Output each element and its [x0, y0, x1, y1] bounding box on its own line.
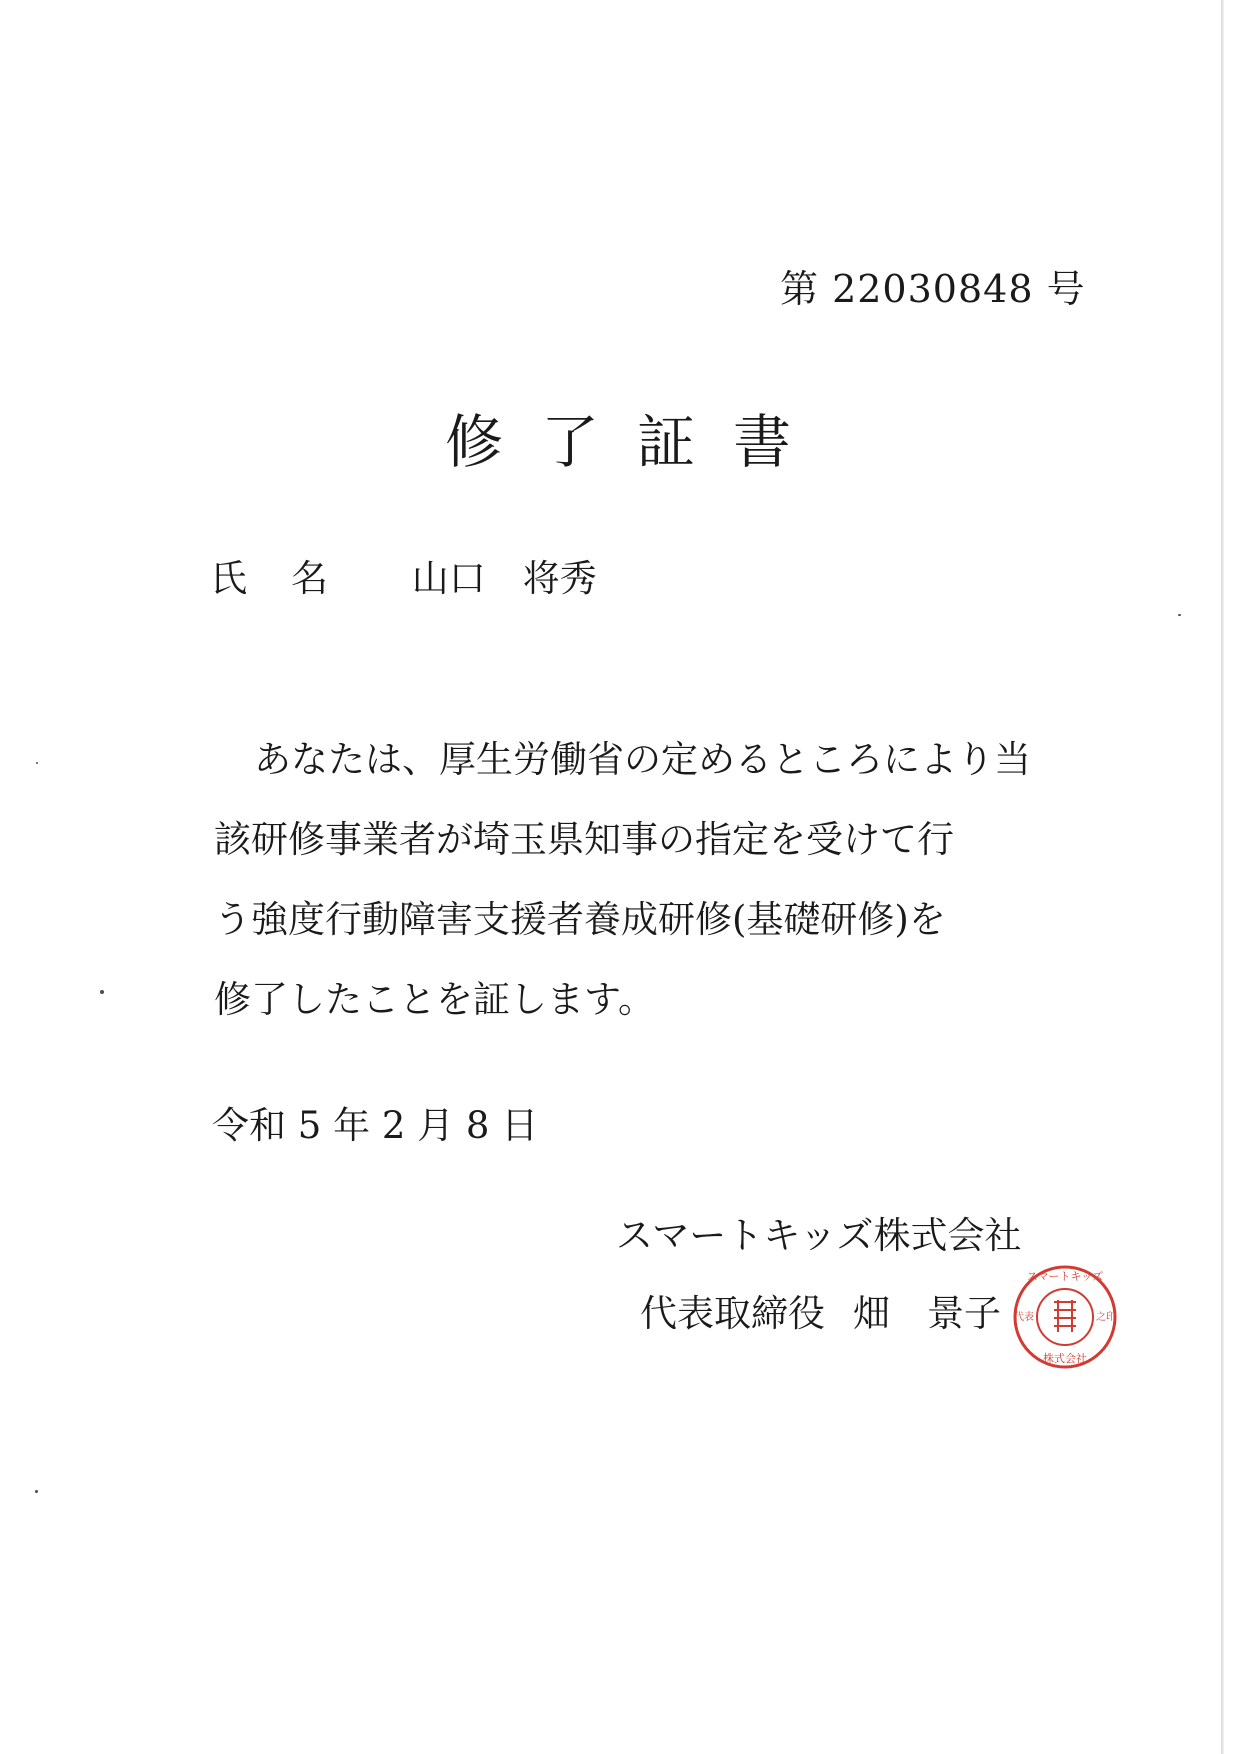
- svg-text:スマートキッズ: スマートキッズ: [1026, 1270, 1104, 1283]
- scan-speck: [35, 1490, 38, 1493]
- issuer-position: 代表取締役: [640, 1292, 825, 1335]
- issue-date: 令和 5 年 2 月 8 日: [212, 1104, 539, 1147]
- svg-text:代表: 代表: [1014, 1312, 1034, 1323]
- body-line: 該研修事業者が埼玉県知事の指定を受けて行: [214, 818, 954, 861]
- certificate-body: [214, 720, 1054, 1040]
- scan-speck: [36, 762, 38, 764]
- scan-speck: [1178, 614, 1181, 616]
- body-line: 修了したことを証します。: [214, 978, 656, 1021]
- certificate-number: 第 22030848 号: [780, 267, 1086, 311]
- svg-text:株式会社: 株式会社: [1043, 1352, 1087, 1365]
- recipient-name: 山口 将秀: [411, 557, 597, 600]
- name-label: 氏名: [210, 557, 372, 600]
- issuer-representative: 畑 景子: [853, 1292, 1001, 1335]
- issuer-company: スマートキッズ株式会社: [616, 1214, 1022, 1257]
- body-line: う強度行動障害支援者養成研修(基礎研修)を: [214, 898, 946, 941]
- page-edge: [1221, 0, 1224, 1754]
- body-line: あなたは、厚生労働省の定めるところにより当: [254, 738, 1031, 781]
- issuer-signer: [640, 1283, 1001, 1337]
- company-seal-icon: [1010, 1262, 1120, 1372]
- svg-text:之印: 之印: [1096, 1312, 1116, 1323]
- scan-speck: [100, 990, 104, 994]
- certificate-title: 修了証書: [445, 408, 830, 476]
- recipient-name-row: [210, 548, 597, 602]
